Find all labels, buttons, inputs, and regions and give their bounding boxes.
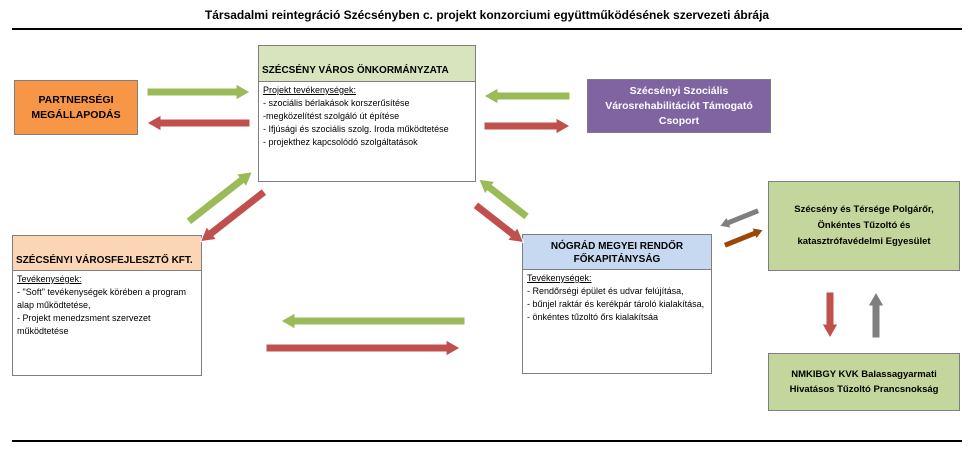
partnership-label: PARTNERSÉGI MEGÁLLAPODÁS bbox=[31, 93, 121, 121]
police-header-line1: NÓGRÁD MEGYEI RENDŐR bbox=[550, 241, 684, 252]
arrow-police-to-development bbox=[281, 313, 465, 329]
municipality-item: - Ifjúsági és szociális szolg. Iroda működtetése bbox=[263, 124, 449, 134]
development-subtitle: Tevékenységek: bbox=[17, 274, 82, 284]
arrow-social-group-to-municipality bbox=[484, 88, 570, 104]
arrow-fire-dept-to-civil-guard bbox=[868, 292, 884, 338]
arrow-municipality-to-social-group bbox=[484, 118, 570, 134]
arrow-municipality-to-partnership bbox=[147, 115, 250, 131]
municipality-item: -megközelítést szolgáló út építése bbox=[263, 111, 400, 121]
arrow-development-to-municipality bbox=[184, 165, 258, 227]
arrow-development-to-police bbox=[266, 340, 460, 356]
police-subtitle: Tevékenységek: bbox=[527, 273, 592, 283]
arrow-partnership-to-municipality bbox=[147, 84, 250, 100]
municipality-subtitle: Projekt tevékenységek: bbox=[263, 85, 357, 95]
municipality-header: SZÉCSÉNY VÁROS ÖNKORMÁNYZATA bbox=[259, 46, 475, 82]
fire-dept-label: NMKIBGY KVK Balassagyarmati Hivatásos Tűzoltó Prancsnokság bbox=[789, 369, 939, 395]
diagram-title: Társadalmi reintegráció Szécsényben c. projekt konzorciumi együttműködésének szervezeti ábrája bbox=[204, 8, 770, 22]
police-item: - bűnjel raktár és kerékpár tároló kialakítása, bbox=[527, 299, 705, 309]
municipality-item: - szociális bérlakások korszerűsítése bbox=[263, 98, 410, 108]
arrow-civil-guard-to-fire-dept bbox=[822, 292, 838, 338]
arrow-civil-guard-to-police bbox=[717, 205, 760, 232]
development-item: - Projekt menedzsment szervezet működtetése bbox=[17, 313, 151, 336]
police-header-line2: FŐKAPITÁNYSÁG bbox=[573, 254, 661, 265]
police-item: - önkéntes tűzoltó őrs kialakítsáa bbox=[527, 312, 659, 322]
civil-guard-label: Szécsény és Térsége Polgárőr, Önkéntes Tűzoltó és katasztrófavédelmi Egyesület bbox=[794, 204, 934, 247]
arrow-police-to-civil-guard bbox=[722, 224, 765, 251]
municipality-item: - projekthez kapcsolódó szolgáltatások bbox=[263, 137, 418, 147]
social-group-label: Szécsényi Szociális Városrehabilitációt Támogató Csoport bbox=[605, 84, 753, 127]
development-item: - "Soft" tevékenységek körében a program alap működtetése, bbox=[17, 287, 186, 310]
police-item: - Rendőrségi épület és udvar felújítása, bbox=[527, 286, 684, 296]
development-header: SZÉCSÉNYI VÁROSFEJLESZTŐ KFT. bbox=[13, 236, 201, 271]
arrow-municipality-to-development bbox=[196, 185, 270, 247]
